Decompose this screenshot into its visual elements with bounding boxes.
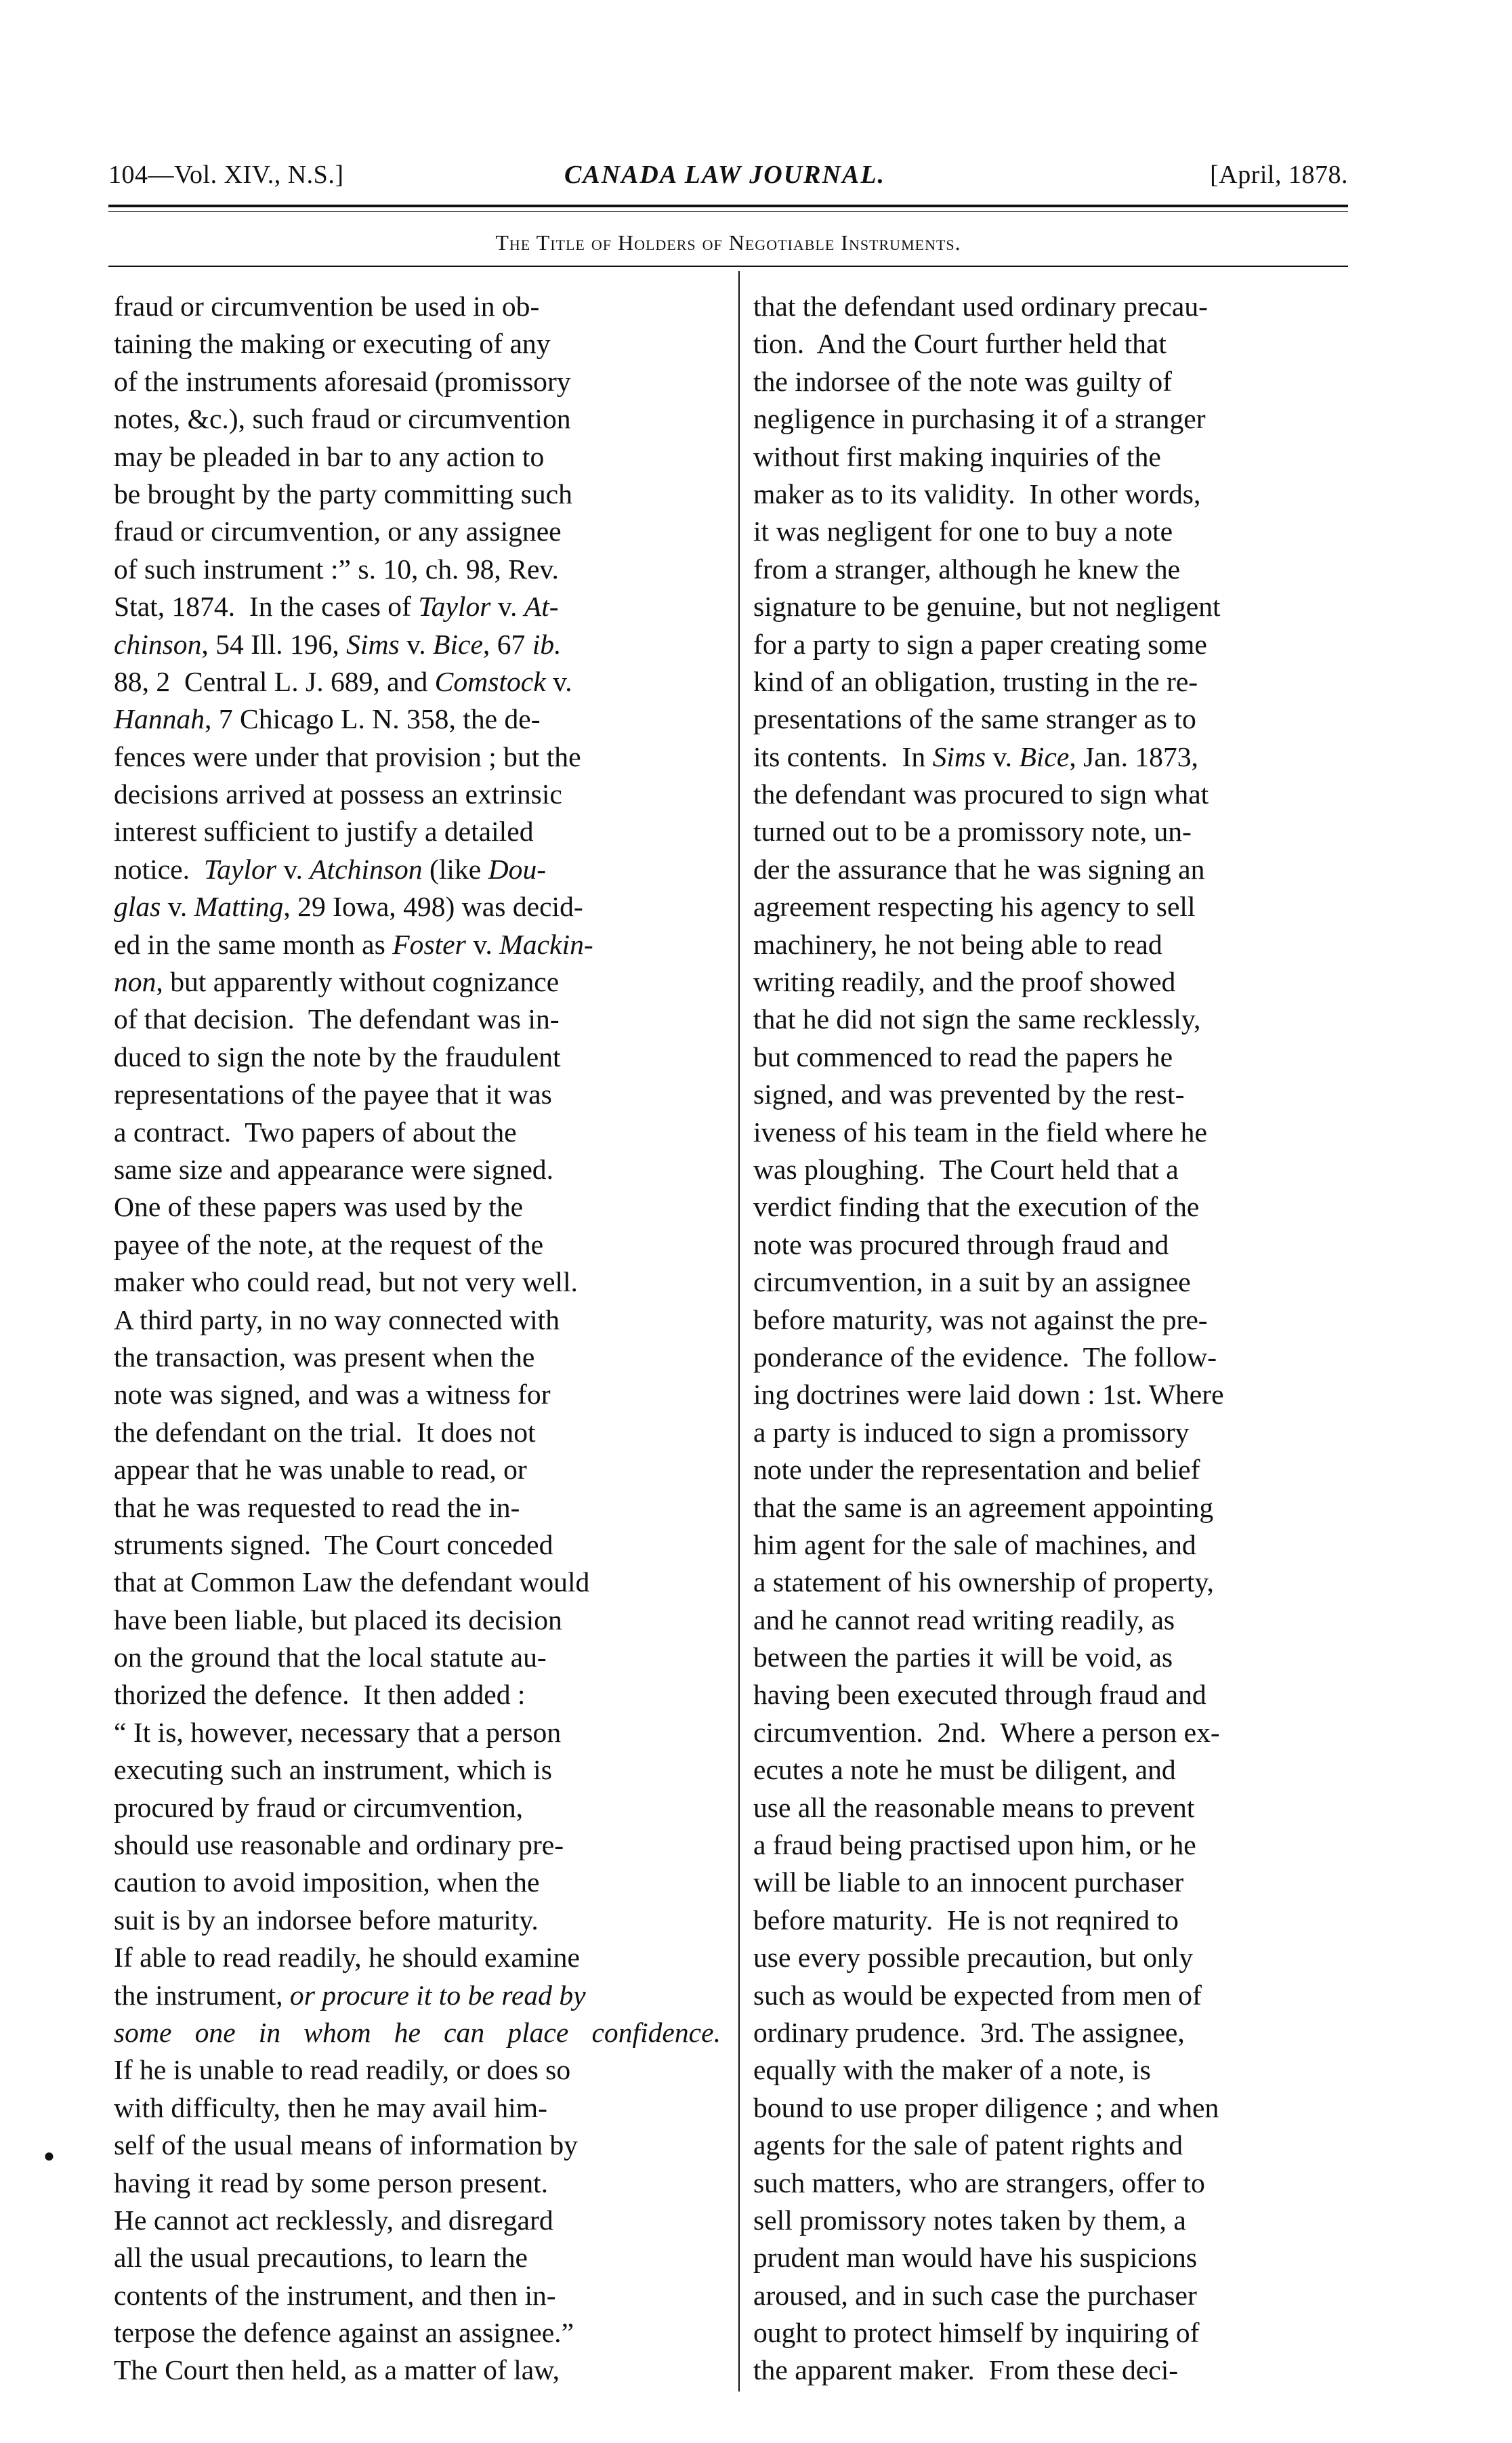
- text-line: [114, 701, 723, 738]
- text-line: [753, 813, 1370, 850]
- text-line: [753, 2127, 1370, 2164]
- text-line: [753, 1451, 1370, 1488]
- text-run: ed in the same month as: [114, 928, 393, 960]
- text-line: [753, 2277, 1370, 2314]
- text-line: [753, 1977, 1370, 2014]
- text-run: turned out to be a promissory note, un-: [753, 816, 1192, 848]
- text-run: from a stranger, although he knew the: [753, 553, 1181, 585]
- text-line: [114, 663, 723, 701]
- text-run: The Court then held, as a matter of law,: [114, 2354, 560, 2386]
- text-line: [753, 1826, 1370, 1864]
- text-run: sell promissory notes taken by them, a: [753, 2204, 1186, 2236]
- text-line: [114, 888, 723, 925]
- text-line: [753, 1489, 1370, 1526]
- text-line: [753, 513, 1370, 550]
- text-line: [753, 1676, 1370, 1713]
- text-run: before maturity, was not against the pre-: [753, 1303, 1208, 1335]
- text-line: [753, 2314, 1370, 2352]
- text-run: fraud or circumvention, or any assignee: [114, 516, 562, 547]
- text-run: , Jan. 1873,: [1069, 740, 1198, 772]
- italic-text: Mackin-: [499, 928, 593, 960]
- text-run: circumvention. 2nd. Where a person ex-: [753, 1716, 1220, 1748]
- text-line: [753, 1414, 1370, 1451]
- text-run: maker who could read, but not very well.: [114, 1266, 578, 1298]
- text-line: [114, 851, 723, 888]
- text-line: [753, 1939, 1370, 1976]
- text-run: v.: [490, 591, 524, 623]
- text-line: [114, 1789, 723, 1826]
- text-line: [114, 288, 723, 325]
- text-line: [114, 1714, 723, 1751]
- text-line: [114, 325, 723, 362]
- text-line: [753, 588, 1370, 625]
- text-run: that the same is an agreement appointing: [753, 1491, 1214, 1523]
- text-run: thorized the defence. It then added :: [114, 1679, 526, 1711]
- text-line: [114, 513, 723, 550]
- text-line: [114, 1076, 723, 1113]
- text-line: [753, 2239, 1370, 2276]
- text-run: A third party, in no way connected with: [114, 1303, 560, 1335]
- text-run: “ It is, however, necessary that a person: [114, 1716, 562, 1748]
- text-run: writing readily, and the proof showed: [753, 966, 1176, 998]
- text-line: [753, 701, 1370, 738]
- text-run: fences were under that provision ; but the: [114, 740, 581, 772]
- text-line: [114, 363, 723, 400]
- text-run: v.: [545, 665, 572, 697]
- text-run: procured by fraud or circumvention,: [114, 1791, 524, 1823]
- italic-text: Sims: [932, 740, 986, 772]
- italic-text: Comstock: [434, 665, 546, 697]
- text-run: fraud or circumvention be used in ob-: [114, 291, 540, 322]
- text-line: [753, 2089, 1370, 2127]
- italic-text: or procure it to be read by: [289, 1979, 586, 2011]
- text-run: representations of the payee that it was: [114, 1079, 552, 1110]
- text-run: it was negligent for one to buy a note: [753, 516, 1173, 547]
- text-run: of that decision. The defendant was in-: [114, 1003, 560, 1035]
- italic-text: Dou-: [488, 853, 547, 885]
- text-run: a party is induced to sign a promissory: [753, 1416, 1190, 1448]
- text-line: [753, 1301, 1370, 1339]
- text-line: [114, 813, 723, 850]
- margin-mark: ●: [43, 2146, 55, 2167]
- text-line: [114, 1226, 723, 1264]
- text-run: der the assurance that he was signing an: [753, 853, 1205, 885]
- text-line: [753, 1864, 1370, 1901]
- text-run: the defendant on the trial. It does not: [114, 1416, 536, 1448]
- text-run: ordinary prudence. 3rd. The assignee,: [753, 2016, 1185, 2048]
- text-run: verdict finding that the execution of the: [753, 1191, 1200, 1223]
- text-run: will be liable to an innocent purchaser: [753, 1866, 1184, 1898]
- italic-text: glas: [114, 891, 161, 923]
- text-line: [753, 1751, 1370, 1789]
- text-line: [114, 963, 723, 1001]
- text-line: [753, 1076, 1370, 1113]
- text-run: its contents. In: [753, 740, 933, 772]
- text-line: [753, 1902, 1370, 1939]
- text-run: was ploughing. The Court held that a: [753, 1153, 1179, 1185]
- text-line: [753, 2202, 1370, 2239]
- italic-text: Foster: [392, 928, 466, 960]
- text-run: the indorsee of the note was guilty of: [753, 365, 1172, 397]
- text-line: [753, 2014, 1370, 2051]
- text-run: a fraud being practised upon him, or he: [753, 1829, 1196, 1861]
- text-run: bound to use proper diligence ; and when: [753, 2091, 1219, 2123]
- text-run: machinery, he not being able to read: [753, 928, 1162, 960]
- text-run: interest sufficient to justify a detailed: [114, 816, 534, 848]
- text-run: circumvention, in a suit by an assignee: [753, 1266, 1191, 1298]
- text-line: [114, 1151, 723, 1188]
- text-line: [753, 1001, 1370, 1038]
- text-line: [114, 1526, 723, 1564]
- text-run: having been executed through fraud and: [753, 1679, 1206, 1711]
- text-line: [114, 1676, 723, 1713]
- text-run: should use reasonable and ordinary pre-: [114, 1829, 564, 1861]
- text-line: [753, 1376, 1370, 1413]
- text-line: [114, 1602, 723, 1639]
- text-run: suit is by an indorsee before maturity.: [114, 1904, 539, 1936]
- text-run: One of these papers was used by the: [114, 1191, 524, 1223]
- text-run: presentations of the same stranger as to: [753, 703, 1196, 735]
- text-run: may be pleaded in bar to any action to: [114, 440, 545, 472]
- text-line: [114, 2014, 723, 2051]
- text-run: , 54 Ill. 196,: [201, 628, 347, 660]
- text-run: tion. And the Court further held that: [753, 328, 1167, 360]
- text-line: [114, 738, 723, 776]
- issue-date: [April, 1878.: [1210, 161, 1348, 189]
- header-rule-thin: [108, 211, 1348, 212]
- text-line: [753, 1226, 1370, 1264]
- text-run: equally with the maker of a note, is: [753, 2054, 1151, 2086]
- text-run: ought to protect himself by inquiring of: [753, 2317, 1200, 2349]
- text-run: taining the making or executing of any: [114, 328, 551, 360]
- text-run: the apparent maker. From these deci-: [753, 2354, 1179, 2386]
- italic-text: Matting: [194, 891, 284, 923]
- text-line: [114, 1902, 723, 1939]
- text-line: [114, 1188, 723, 1226]
- text-line: [753, 1602, 1370, 1639]
- text-line: [114, 1489, 723, 1526]
- text-line: [114, 2352, 723, 2389]
- text-run: of such instrument :” s. 10, ch. 98, Rev.: [114, 553, 559, 585]
- text-line: [114, 2089, 723, 2127]
- text-line: [114, 2127, 723, 2164]
- text-line: [753, 1339, 1370, 1376]
- text-line: [114, 776, 723, 813]
- text-line: [753, 325, 1370, 362]
- text-run: of the instruments aforesaid (promissory: [114, 365, 571, 397]
- text-run: signed, and was prevented by the rest-: [753, 1079, 1185, 1110]
- text-run: note under the representation and belief: [753, 1454, 1200, 1486]
- text-line: [114, 1639, 723, 1676]
- text-run: (like: [422, 853, 488, 885]
- text-run: a contract. Two papers of about the: [114, 1116, 517, 1148]
- text-run: negligence in purchasing it of a stranger: [753, 403, 1206, 435]
- italic-text: Atchinson: [310, 853, 423, 885]
- text-line: [114, 1751, 723, 1789]
- text-line: [114, 626, 723, 663]
- text-run: , but apparently without cognizance: [156, 966, 560, 998]
- text-line: [114, 476, 723, 513]
- text-line: [753, 2051, 1370, 2089]
- italic-text: ib.: [532, 628, 562, 660]
- text-line: [114, 1977, 723, 2014]
- text-line: [753, 776, 1370, 813]
- text-run: v.: [399, 628, 434, 660]
- right-column: [753, 288, 1370, 2389]
- text-run: , 7 Chicago L. N. 358, the de-: [205, 703, 541, 735]
- text-line: [114, 400, 723, 438]
- text-line: [753, 626, 1370, 663]
- text-line: [753, 1714, 1370, 1751]
- text-line: [114, 551, 723, 588]
- italic-text: Hannah: [114, 703, 205, 735]
- text-run: agreement respecting his agency to sell: [753, 891, 1196, 923]
- text-run: having it read by some person present.: [114, 2167, 549, 2198]
- text-line: [753, 551, 1370, 588]
- text-run: him agent for the sale of machines, and: [753, 1528, 1196, 1560]
- text-line: [114, 2277, 723, 2314]
- text-run: signature to be genuine, but not negligent: [753, 591, 1221, 623]
- text-line: [114, 2165, 723, 2202]
- italic-text: non: [114, 966, 156, 998]
- text-run: v.: [986, 740, 1020, 772]
- text-run: note was signed, and was a witness for: [114, 1379, 551, 1411]
- italic-text: At-: [524, 591, 559, 623]
- text-run: have been liable, but placed its decision: [114, 1604, 562, 1635]
- text-line: [114, 438, 723, 476]
- text-run: executing such an instrument, which is: [114, 1754, 552, 1786]
- text-run: with difficulty, then he may avail him-: [114, 2091, 547, 2123]
- section-rule: [108, 266, 1348, 267]
- text-run: same size and appearance were signed.: [114, 1153, 553, 1185]
- text-run: that at Common Law the defendant would: [114, 1566, 590, 1598]
- text-run: v.: [276, 853, 310, 885]
- running-header: [102, 157, 1348, 199]
- text-line: [753, 1264, 1370, 1301]
- italic-text: chinson: [114, 628, 202, 660]
- text-run: before maturity. He is not reqnired to: [753, 1904, 1179, 1936]
- text-run: notes, &c.), such fraud or circumvention: [114, 403, 571, 435]
- text-line: [753, 1564, 1370, 1601]
- text-run: use all the reasonable means to prevent: [753, 1791, 1195, 1823]
- text-line: [753, 963, 1370, 1001]
- text-run: all the usual precautions, to learn the: [114, 2242, 528, 2274]
- text-run: v.: [465, 928, 500, 960]
- text-run: and he cannot read writing readily, as: [753, 1604, 1175, 1635]
- text-run: without first making inquiries of the: [753, 440, 1161, 472]
- text-line: [114, 1376, 723, 1413]
- text-run: iveness of his team in the field where he: [753, 1116, 1207, 1148]
- italic-text: Bice: [433, 628, 483, 660]
- text-run: the defendant was procured to sign what: [753, 778, 1209, 810]
- text-run: kind of an obligation, trusting in the re-: [753, 665, 1198, 697]
- text-line: [114, 2239, 723, 2276]
- text-line: [753, 438, 1370, 476]
- text-line: [114, 1939, 723, 1976]
- text-line: [753, 1188, 1370, 1226]
- text-run: duced to sign the note by the fraudulent: [114, 1041, 561, 1072]
- text-run: ing doctrines were laid down : 1st. Where: [753, 1379, 1224, 1411]
- text-run: contents of the instrument, and then in-: [114, 2279, 556, 2311]
- text-line: [114, 1414, 723, 1451]
- text-run: prudent man would have his suspicions: [753, 2242, 1198, 2274]
- text-line: [114, 2202, 723, 2239]
- text-line: [753, 888, 1370, 925]
- text-run: , 67: [482, 628, 532, 660]
- text-line: [753, 926, 1370, 963]
- text-line: [114, 1264, 723, 1301]
- text-run: the instrument,: [114, 1979, 290, 2011]
- text-run: ecutes a note he must be diligent, and: [753, 1754, 1176, 1786]
- text-line: [753, 1114, 1370, 1151]
- text-line: [114, 926, 723, 963]
- text-line: [114, 1826, 723, 1864]
- text-run: If able to read readily, he should examine: [114, 1942, 580, 1974]
- text-run: use every possible precaution, but only: [753, 1942, 1194, 1974]
- header-rule-thick: [108, 205, 1348, 207]
- text-line: [114, 588, 723, 625]
- text-run: aroused, and in such case the purchaser: [753, 2279, 1197, 2311]
- text-line: [753, 363, 1370, 400]
- text-line: [753, 1039, 1370, 1076]
- italic-text: Sims: [346, 628, 400, 660]
- text-line: [114, 1301, 723, 1339]
- text-run: appear that he was unable to read, or: [114, 1454, 527, 1486]
- text-run: terpose the defence against an assignee.”: [114, 2317, 574, 2349]
- text-line: [753, 288, 1370, 325]
- text-line: [114, 1339, 723, 1376]
- text-line: [753, 738, 1370, 776]
- italic-text: Taylor: [203, 853, 276, 885]
- text-run: such matters, who are strangers, offer to: [753, 2167, 1205, 2198]
- text-run: between the parties it will be void, as: [753, 1642, 1173, 1673]
- text-run: He cannot act recklessly, and disregard: [114, 2204, 553, 2236]
- text-line: [114, 1864, 723, 1901]
- text-line: [753, 1526, 1370, 1564]
- text-run: maker as to its validity. In other words,: [753, 478, 1201, 509]
- text-line: [753, 400, 1370, 438]
- text-run: payee of the note, at the request of the: [114, 1228, 544, 1260]
- volume-label: 104—Vol. XIV., N.S.]: [108, 161, 344, 189]
- text-line: [753, 1151, 1370, 1188]
- text-line: [753, 851, 1370, 888]
- italic-text: Taylor: [418, 591, 491, 623]
- text-run: such as would be expected from men of: [753, 1979, 1202, 2011]
- text-run: Stat, 1874. In the cases of: [114, 591, 419, 623]
- text-run: agents for the sale of patent rights and: [753, 2129, 1183, 2161]
- text-run: caution to avoid imposition, when the: [114, 1866, 540, 1898]
- text-line: [114, 1451, 723, 1488]
- column-divider: [738, 271, 740, 2392]
- text-run: self of the usual means of information by: [114, 2129, 578, 2161]
- journal-title: CANADA LAW JOURNAL.: [564, 161, 886, 189]
- text-line: [753, 663, 1370, 701]
- text-run: decisions arrived at possess an extrinsic: [114, 778, 562, 810]
- text-run: that he was requested to read the in-: [114, 1491, 520, 1523]
- text-run: notice.: [114, 853, 204, 885]
- left-column: [114, 288, 723, 2389]
- text-run: v.: [161, 891, 194, 923]
- text-run: the transaction, was present when the: [114, 1341, 535, 1373]
- text-line: [753, 2352, 1370, 2389]
- text-line: [753, 2165, 1370, 2202]
- text-run: that he did not sign the same recklessly,: [753, 1003, 1201, 1035]
- text-line: [114, 1039, 723, 1076]
- text-run: note was procured through fraud and: [753, 1228, 1169, 1260]
- text-line: [114, 2314, 723, 2352]
- italic-text: some one in whom he can place confidence.: [114, 2016, 721, 2048]
- text-run: If he is unable to read readily, or does so: [114, 2054, 571, 2086]
- text-run: , 29 Iowa, 498) was decid-: [283, 891, 583, 923]
- text-line: [114, 1564, 723, 1601]
- text-run: a statement of his ownership of property,: [753, 1566, 1214, 1598]
- section-title: The Title of Holders of Negotiable Instruments.: [495, 230, 961, 255]
- text-run: be brought by the party committing such: [114, 478, 572, 509]
- text-line: [753, 476, 1370, 513]
- text-run: that the defendant used ordinary precau-: [753, 291, 1208, 322]
- italic-text: Bice: [1019, 740, 1070, 772]
- text-run: struments signed. The Court conceded: [114, 1528, 553, 1560]
- text-run: on the ground that the local statute au-: [114, 1642, 547, 1673]
- text-run: but commenced to read the papers he: [753, 1041, 1173, 1072]
- text-line: [114, 2051, 723, 2089]
- text-line: [114, 1001, 723, 1038]
- text-run: for a party to sign a paper creating some: [753, 628, 1207, 660]
- text-run: 88, 2 Central L. J. 689, and: [114, 665, 435, 697]
- text-line: [753, 1639, 1370, 1676]
- text-line: [114, 1114, 723, 1151]
- text-line: [753, 1789, 1370, 1826]
- text-run: ponderance of the evidence. The follow-: [753, 1341, 1217, 1373]
